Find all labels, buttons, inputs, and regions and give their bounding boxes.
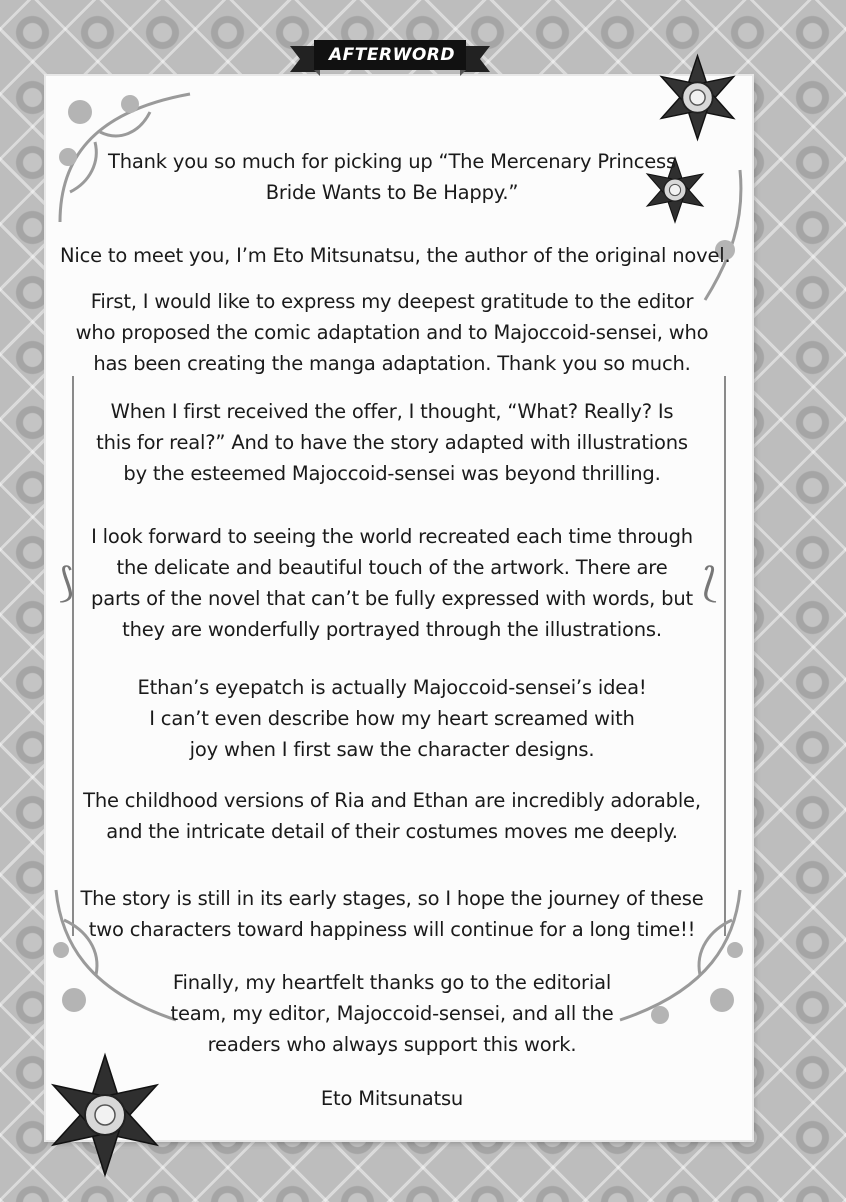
afterword-title: AFTERWORD (329, 45, 455, 65)
text-line: I look forward to seeing the world recreated each time through (91, 525, 693, 548)
text-line: they are wonderfully portrayed through the illustrations. (122, 618, 662, 641)
author-signature (60, 1083, 724, 1114)
text-line: The childhood versions of Ria and Ethan are incredibly adorable, (83, 789, 701, 812)
paragraph-offer (60, 396, 724, 489)
text-line: the delicate and beautiful touch of the artwork. There are (116, 556, 668, 579)
text-line: Bride Wants to Be Happy.” (265, 181, 519, 204)
text-line: When I first received the offer, I thought, “What? Really? Is (110, 400, 674, 423)
text-line: by the esteemed Majoccoid-sensei was beyond thrilling. (123, 462, 661, 485)
text-line: Eto Mitsunatsu (320, 1087, 464, 1110)
paragraph-gratitude (60, 286, 724, 379)
paragraph-thanks (60, 146, 724, 208)
text-line: this for real?” And to have the story adapted with illustrations (96, 431, 688, 454)
text-line: two characters toward happiness will continue for a long time!! (88, 918, 696, 941)
paragraph-greeting (60, 240, 731, 271)
text-line: Finally, my heartfelt thanks go to the editorial (172, 971, 612, 994)
paragraph-story (60, 883, 724, 945)
frame-line-right (724, 376, 726, 936)
paragraph-artwork (60, 521, 724, 645)
paragraph-final-thanks (60, 967, 724, 1060)
text-line: parts of the novel that can’t be fully expressed with words, but (91, 587, 693, 610)
text-line: I can’t even describe how my heart screamed with (149, 707, 635, 730)
daffodil-icon (30, 1050, 180, 1180)
scroll-ornament-icon: ⟆ (58, 560, 74, 606)
text-line: who proposed the comic adaptation and to Majoccoid-sensei, who (75, 321, 709, 344)
text-line: First, I would like to express my deepest gratitude to the editor (90, 290, 694, 313)
text-line: readers who always support this work. (207, 1033, 577, 1056)
text-line: Nice to meet you, I’m Eto Mitsunatsu, the author of the original novel. (60, 244, 731, 267)
daffodil-icon (650, 50, 745, 145)
text-line: Thank you so much for picking up “The Mercenary Princess (108, 150, 676, 173)
paragraph-childhood (60, 785, 724, 847)
text-line: and the intricate detail of their costumes moves me deeply. (106, 820, 678, 843)
scroll-ornament-icon: ⟅ (702, 560, 718, 606)
text-line: team, my editor, Majoccoid-sensei, and all the (170, 1002, 614, 1025)
text-line: joy when I first saw the character designs. (189, 738, 595, 761)
text-line: Ethan’s eyepatch is actually Majoccoid-sensei’s idea! (137, 676, 647, 699)
text-line: The story is still in its early stages, so I hope the journey of these (80, 887, 704, 910)
text-line: has been creating the manga adaptation. Thank you so much. (93, 352, 691, 375)
paragraph-eyepatch (60, 672, 724, 765)
